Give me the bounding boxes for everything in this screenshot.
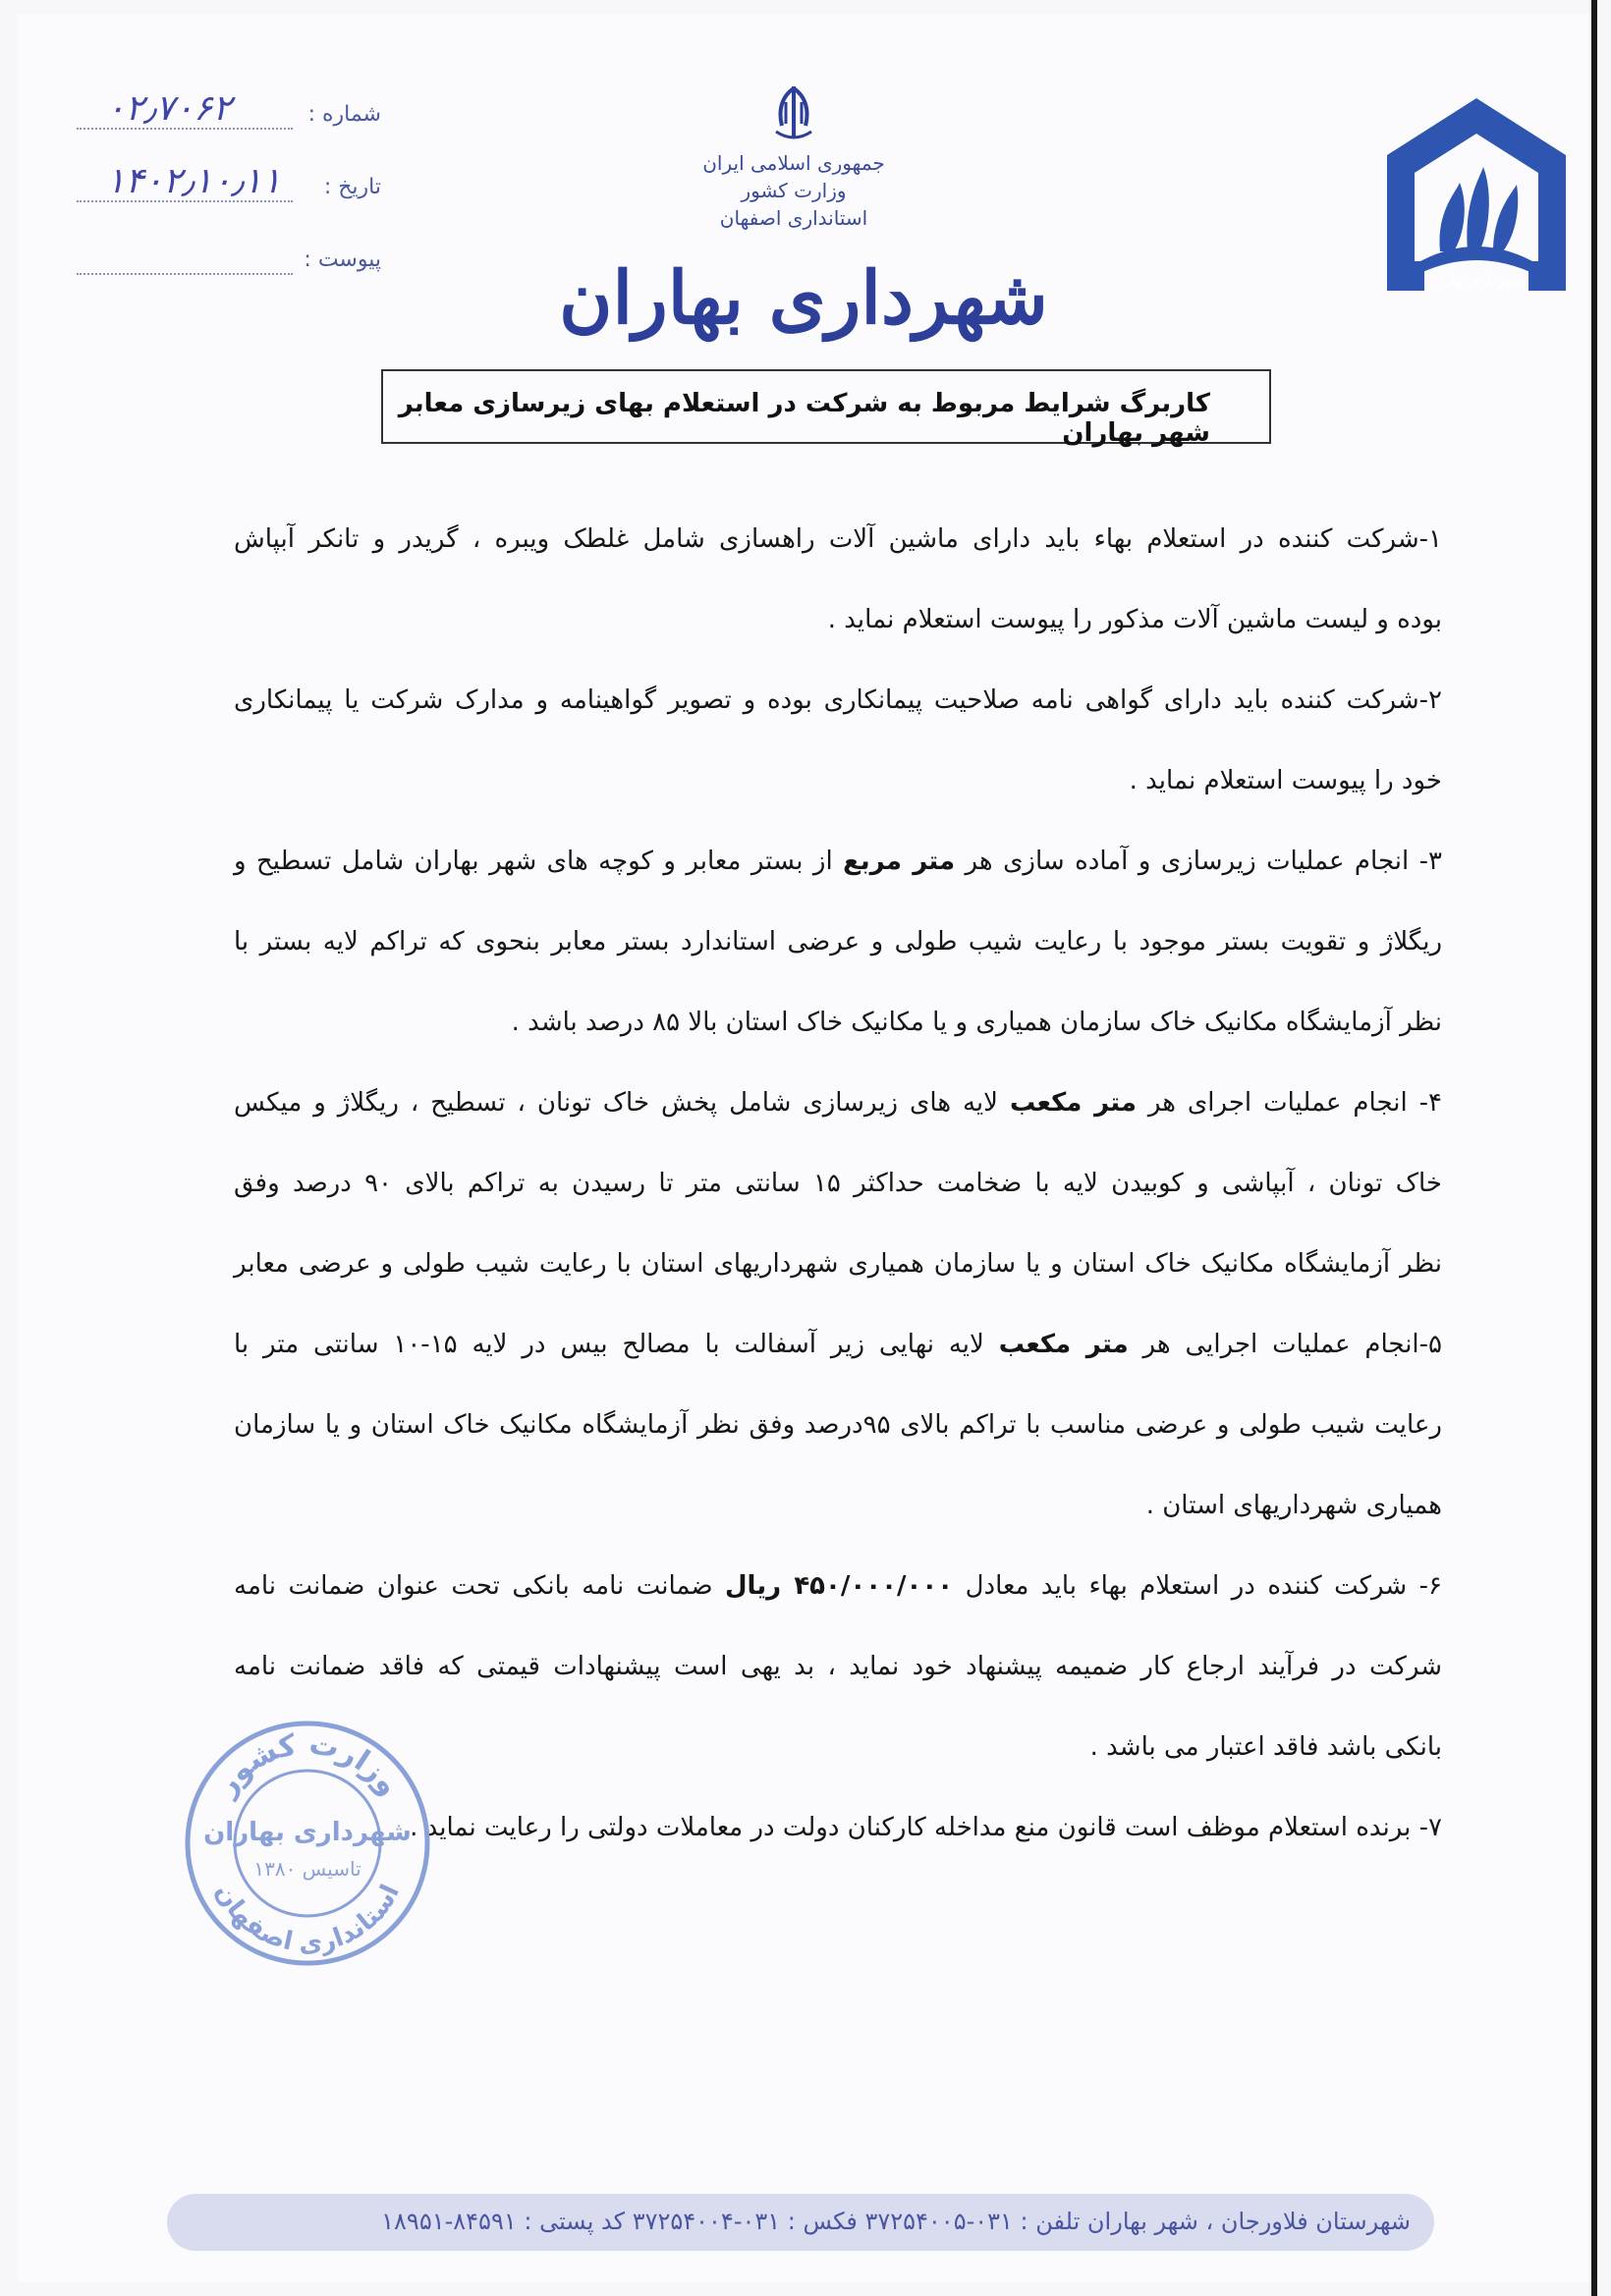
stamp-date-text: تاسیس ۱۳۸۰	[253, 1857, 361, 1881]
footer-contact-text: شهرستان فلاورجان ، شهر بهاران تلفن : ۰۳۱-۳۷۲۵۴۰۰۵ فکس : ۰۳۱-۳۷۲۵۴۰۰۴ کد پستی : ۸۴۵۹۱-۱۸۹۵۱	[381, 2208, 1411, 2235]
date-field	[77, 161, 381, 212]
body-line-text: لایه نهایی زیر آسفالت با مصالح بیس در لایه ۱۵-۱۰ سانتی متر با	[234, 1330, 999, 1359]
stamp-top-text: وزارت کشور	[208, 1726, 407, 1803]
number-field	[77, 88, 381, 139]
svg-text:استانداری اصفهان	[209, 1880, 406, 1959]
body-line	[234, 1008, 1442, 1037]
stamp-bottom-text: استانداری اصفهان	[208, 1879, 406, 1959]
body-line	[234, 524, 1442, 554]
body-line-text: رعایت شیب طولی و عرضی مناسب با تراکم بالای ۹۵درصد وفق نظر آزمایشگاه مکانیک خاک استان و یا سازمان	[234, 1410, 1442, 1440]
footer-contact-bar	[167, 2194, 1434, 2251]
official-stamp	[179, 1715, 436, 1972]
date-value: ۱۴۰۲٫۱۰٫۱۱	[106, 161, 282, 201]
body-line	[234, 1088, 1442, 1118]
body-line	[234, 605, 1442, 634]
body-line-emphasis: متر مکعب	[1009, 1088, 1137, 1118]
gov-line-2: وزارت کشور	[741, 179, 847, 202]
document-title: کاربرگ شرایط مربوط به شرکت در استعلام بهای زیرسازی معابر شهر بهاران	[398, 389, 1210, 448]
number-value: ۰۲٫۷۰۶۲	[106, 88, 232, 129]
number-label: شماره :	[307, 102, 381, 127]
body-line	[234, 1571, 1442, 1601]
body-line-text: ریگلاژ و تقویت بستر موجود با رعایت شیب طولی و عرضی استاندارد بستر معابر بنحوی که تراکم لایه بستر با	[234, 927, 1442, 957]
body-line	[234, 1249, 1442, 1279]
government-heading	[646, 149, 941, 232]
stamp-middle-text: شهرداری بهاران	[203, 1818, 412, 1847]
svg-text:وزارت کشور	[207, 1726, 406, 1804]
body-line	[234, 1491, 1442, 1520]
letter-page	[18, 14, 1593, 2282]
municipality-title: شهرداری بهاران	[559, 256, 1048, 341]
body-line-text: ۴- انجام عملیات اجرای هر	[1136, 1088, 1442, 1118]
municipality-logo	[1381, 94, 1572, 312]
body-line	[234, 766, 1442, 795]
body-line-text: ۶- شرکت کننده در استعلام بهاء باید معادل	[953, 1571, 1443, 1601]
attachment-dotted-line	[77, 273, 293, 275]
attachment-field	[77, 242, 381, 285]
gov-line-1: جمهوری اسلامی ایران	[702, 151, 885, 175]
body-line-emphasis: متر مربع	[843, 847, 956, 876]
body-line-text: ضمانت نامه بانکی تحت عنوان ضمانت نامه	[234, 1571, 725, 1601]
iran-emblem-icon	[764, 82, 823, 147]
body-line-text: خاک تونان ، آبپاشی و کوبیدن لایه با ضخامت حداکثر ۱۵ سانتی متر تا رسیدن به تراکم بالای ۹۰ درصد وفق	[234, 1169, 1443, 1198]
body-line-text: خود را پیوست استعلام نماید .	[1129, 766, 1442, 795]
body-line	[234, 1652, 1442, 1681]
document-title-box	[381, 369, 1271, 448]
date-label: تاریخ :	[323, 175, 381, 199]
body-line-text: ۵-انجام عملیات اجرایی هر	[1128, 1330, 1442, 1359]
body-line	[234, 1330, 1442, 1359]
conditions-body	[234, 524, 1442, 1893]
body-line-text: ۷- برنده استعلام موظف است قانون منع مداخله کارکنان دولت در معاملات دولتی را رعایت نماید .	[410, 1813, 1442, 1842]
body-line-text: بانکی باشد فاقد اعتبار می باشد .	[1089, 1732, 1442, 1762]
body-line-text: ۲-شرکت کننده باید دارای گواهی نامه صلاحیت پیمانکاری بوده و تصویر گواهینامه و مدارک شرکت یا پیمانکاری	[234, 685, 1442, 715]
body-line-text: همیاری شهرداریهای استان .	[1145, 1491, 1442, 1520]
body-line	[234, 847, 1442, 876]
body-line-text: از بستر معابر و کوچه های شهر بهاران شامل تسطیح و	[234, 847, 844, 876]
body-line-text: نظر آزمایشگاه مکانیک خاک سازمان همیاری و یا مکانیک خاک استان بالا ۸۵ درصد باشد .	[511, 1008, 1442, 1037]
body-line-text: ۱-شرکت کننده در استعلام بهاء باید دارای ماشین آلات راهسازی شامل غلطک ویبره ، گریدر و تانکر آبپاش	[234, 524, 1442, 554]
body-line-text: بوده و لیست ماشین آلات مذکور را پیوست استعلام نماید .	[827, 605, 1442, 634]
scan-edge	[1591, 0, 1597, 2296]
body-line-emphasis: ۴۵۰/۰۰۰/۰۰۰ ریال	[725, 1571, 954, 1601]
body-line-emphasis: متر مکعب	[998, 1330, 1129, 1359]
body-line-text: لایه های زیرسازی شامل پخش خاک تونان ، تسطیح ، ریگلاژ و میکس	[234, 1088, 1010, 1118]
logo-caption: شهرداری بهاران	[1430, 273, 1523, 289]
body-line-text: نظر آزمایشگاه مکانیک خاک استان و یا سازمان همیاری شهرداریهای استان با رعایت شیب طولی و عرضی معابر	[234, 1249, 1442, 1279]
gov-line-3: استانداری اصفهان	[719, 206, 868, 230]
attachment-label: پیوست :	[304, 247, 381, 272]
body-line-text: شرکت در فرآیند ارجاع کار ضمیمه پیشنهاد خود نماید ، بد یهی است پیشنهادات قیمتی که فاقد ضمانت نامه	[234, 1652, 1442, 1681]
body-line-text: ۳- انجام عملیات زیرسازی و آماده سازی هر	[955, 847, 1443, 876]
body-line	[234, 1410, 1442, 1440]
body-line	[234, 927, 1442, 957]
body-line	[234, 1169, 1442, 1198]
body-line	[234, 685, 1442, 715]
